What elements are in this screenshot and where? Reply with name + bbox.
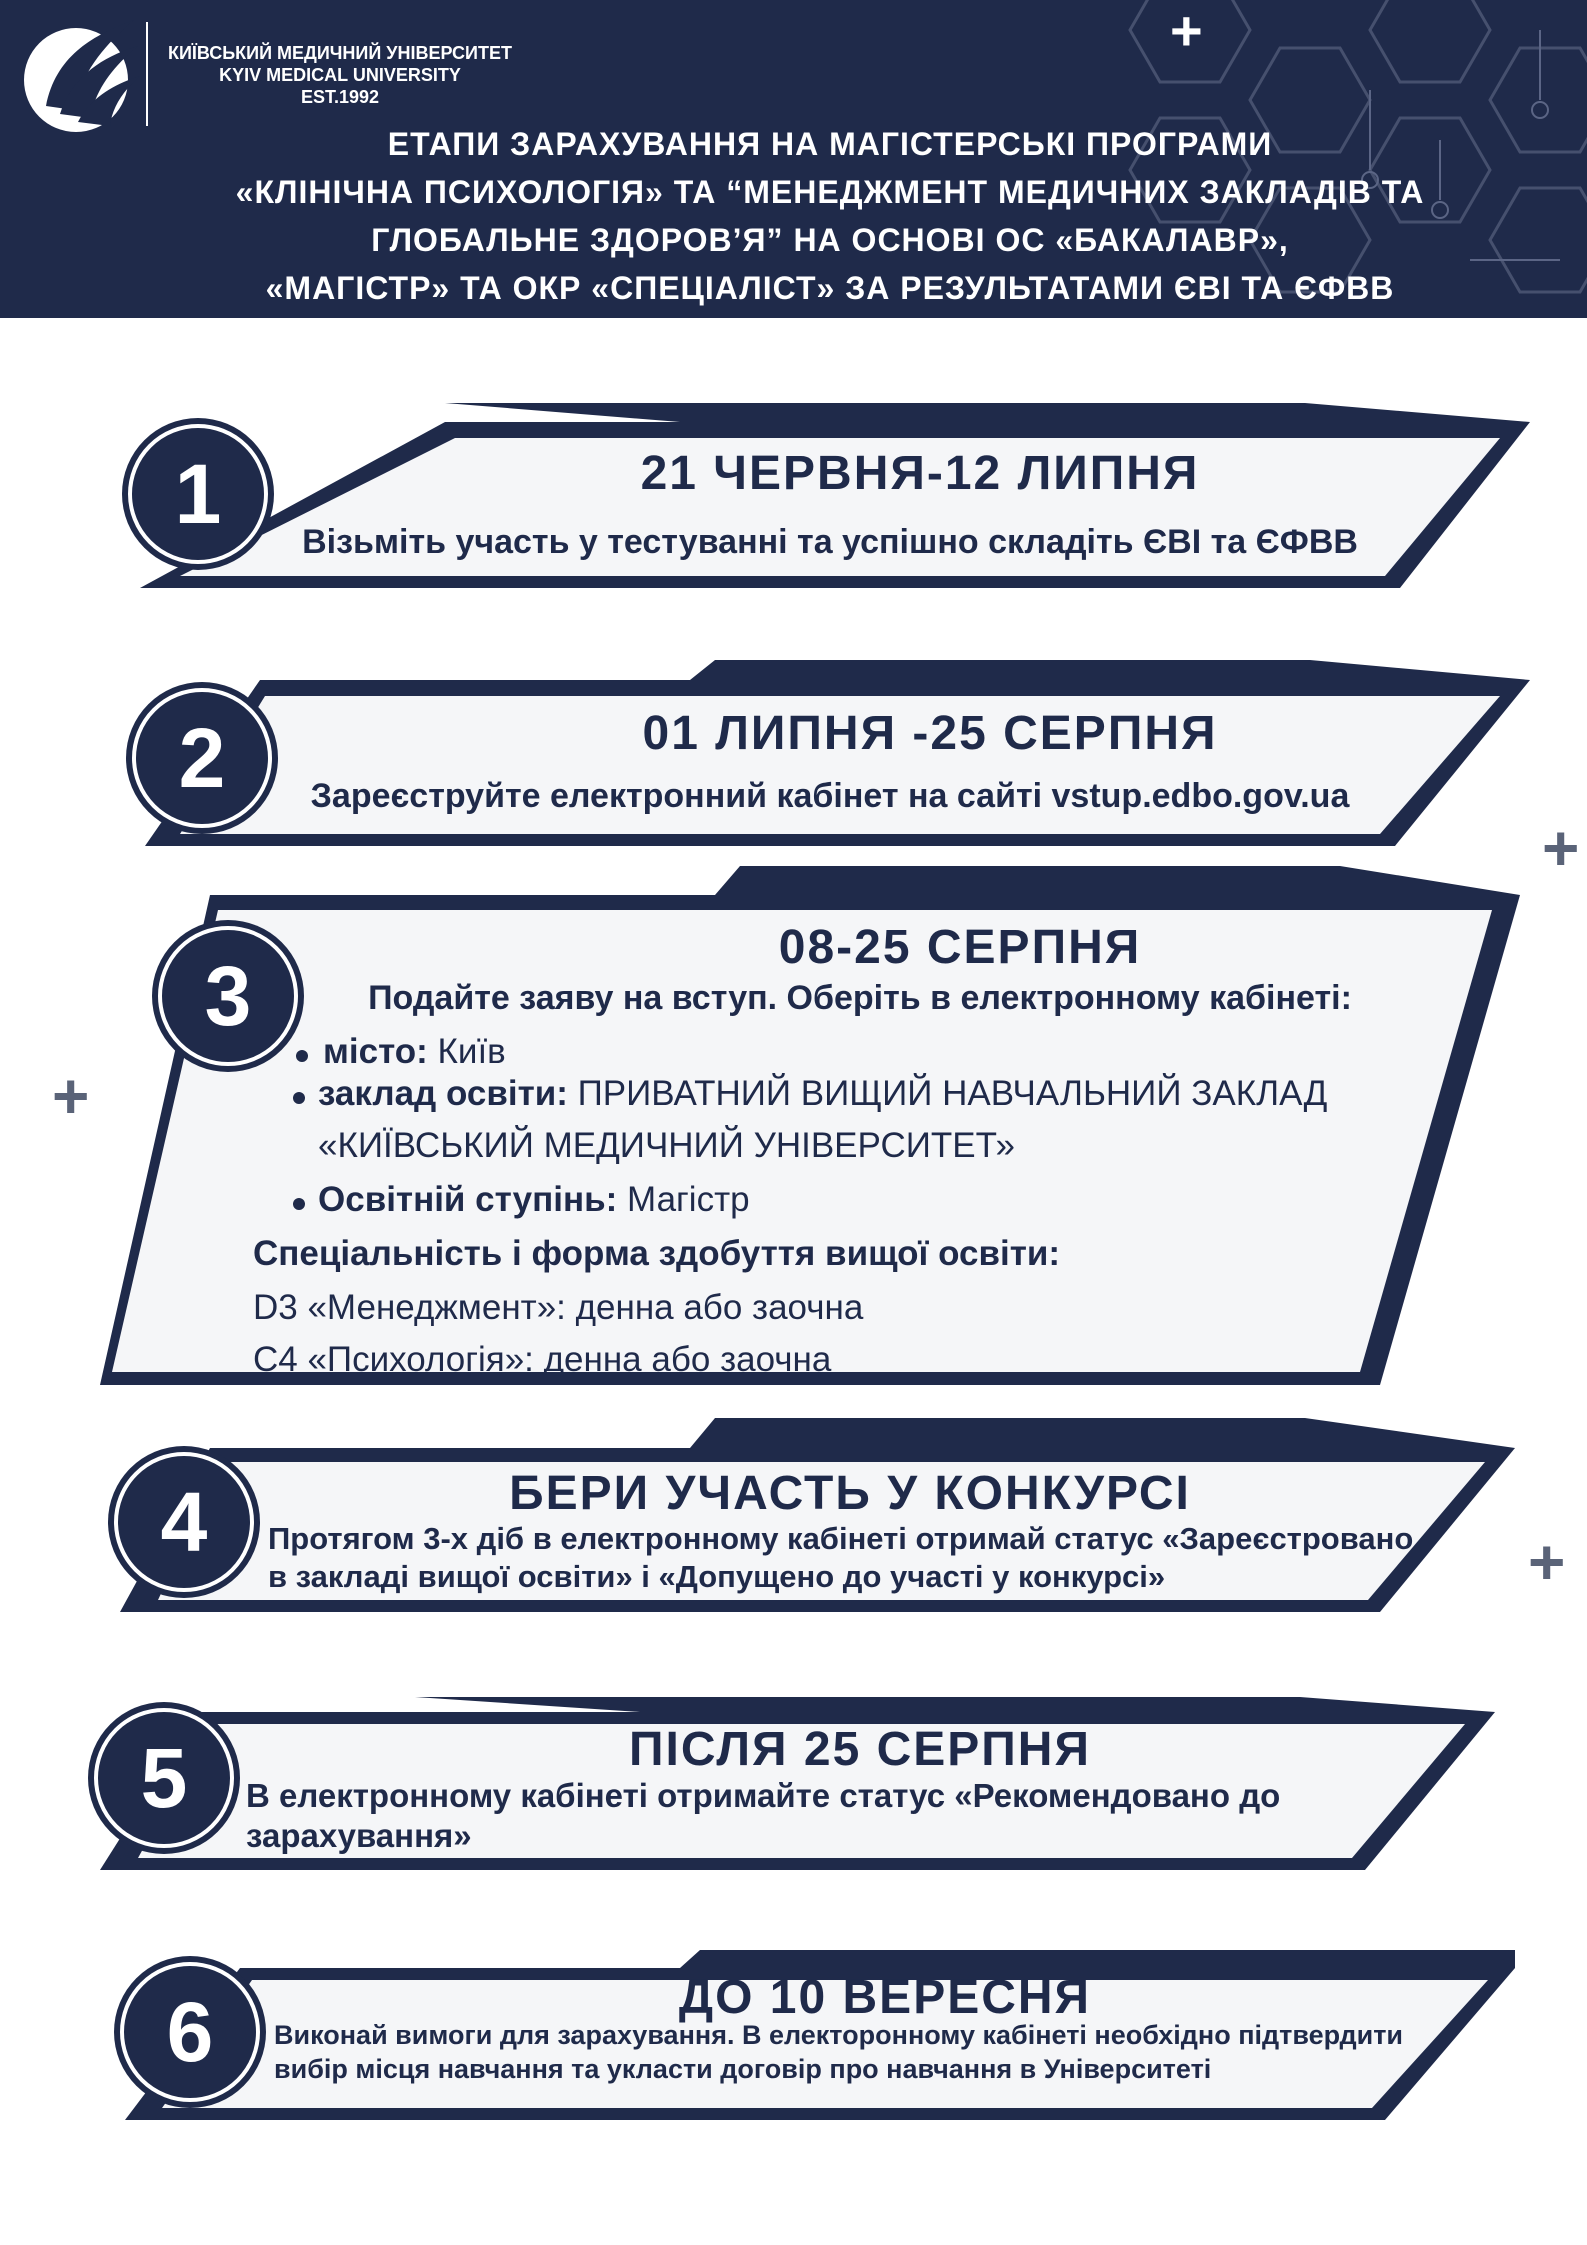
plus-icon: + [1170, 0, 1203, 62]
stage-description: Подайте заяву на вступ. Оберіть в електронному кабінеті: [368, 979, 1352, 1017]
stage-description [274, 2018, 1434, 2086]
bullet-icon [296, 1050, 308, 1062]
city-label: місто: [323, 1032, 428, 1071]
stage-date: 08-25 СЕРПНЯ [778, 921, 1142, 974]
stage-number-badge: 3 [158, 926, 298, 1066]
specialty-item: D3 «Менеджмент»: денна або заочна [253, 1288, 864, 1327]
specialty-item: C4 «Психологія»: денна або заочна [253, 1340, 832, 1379]
specialty-heading: Спеціальність і форма здобуття вищої освіти: [253, 1234, 1061, 1273]
stage-date: 01 ЛИПНЯ -25 СЕРПНЯ [642, 707, 1218, 760]
page-title-line: «МАГІСТР» ТА ОКР «СПЕЦІАЛІСТ» ЗА РЕЗУЛЬТАТАМИ ЄВІ ТА ЄФВВ [265, 270, 1395, 306]
degree-value: Магістр [617, 1180, 750, 1219]
institution-value-line2: «КИЇВСЬКИЙ МЕДИЧНИЙ УНІВЕРСИТЕТ» [318, 1126, 1015, 1165]
stage-number-badge: 6 [120, 1962, 260, 2102]
page-title-line: ЕТАПИ ЗАРАХУВАННЯ НА МАГІСТЕРСЬКІ ПРОГРАМИ [387, 126, 1273, 162]
stage-number-badge: 4 [114, 1452, 254, 1592]
plus-icon: + [1542, 812, 1580, 884]
institution-item [318, 1074, 1327, 1114]
plus-icon: + [52, 1060, 90, 1132]
stage-description [246, 1776, 1406, 1856]
plus-icon: + [1528, 1526, 1566, 1598]
bullet-icon [293, 1198, 305, 1210]
university-name-ua: КИЇВСЬКИЙ МЕДИЧНИЙ УНІВЕРСИТЕТ [168, 43, 512, 63]
stage-description-line: В електронному кабінеті отримайте статус «Рекомендовано до [246, 1777, 1281, 1814]
stage-description [268, 1520, 1428, 1596]
stage-description: Візьміть участь у тестуванні та успішно складіть ЄВІ та ЄФВВ [302, 523, 1358, 561]
stage-date: ПІСЛЯ 25 СЕРПНЯ [629, 1723, 1091, 1776]
established-year: EST.1992 [300, 87, 380, 107]
degree-label: Освітній ступінь: [318, 1180, 618, 1219]
institution-label: заклад освіти: [318, 1074, 568, 1113]
page-title-line: ГЛОБАЛЬНЕ ЗДОРОВ’Я” НА ОСНОВІ ОС «БАКАЛАВР», [371, 222, 1289, 258]
page-title-line: «КЛІНІЧНА ПСИХОЛОГІЯ» ТА “МЕНЕДЖМЕНТ МЕДИЧНИХ ЗАКЛАДІВ ТА [235, 174, 1425, 210]
stage-number-badge: 5 [94, 1708, 234, 1848]
institution-value: ПРИВАТНИЙ ВИЩИЙ НАВЧАЛЬНИЙ ЗАКЛАД [567, 1074, 1328, 1113]
city-value: Київ [427, 1032, 506, 1071]
stage-description: Зареєструйте електронний кабінет на сайті vstup.edbo.gov.ua [310, 777, 1350, 815]
stage-description-line: Протягом 3-х діб в електронному кабінеті отримай статус «Зареєстровано [268, 1521, 1414, 1556]
stage-description-line: в закладі вищої освіти» і «Допущено до участі у конкурсі» [268, 1559, 1166, 1594]
degree-item [318, 1180, 750, 1220]
stage-date: 21 ЧЕРВНЯ-12 ЛИПНЯ [640, 447, 1200, 500]
stage-description-line: зарахування» [246, 1817, 472, 1854]
university-name-en: KYIV MEDICAL UNIVERSITY [219, 65, 461, 85]
stage-description-line: вибір місця навчання та укласти договір про навчання в Університеті [274, 2054, 1212, 2084]
stage-date: ДО 10 ВЕРЕСНЯ [678, 1971, 1092, 2024]
stage-number-badge: 1 [128, 424, 268, 564]
stage-date: БЕРИ УЧАСТЬ У КОНКУРСІ [509, 1467, 1191, 1520]
stage-description-line: Виконай вимоги для зарахування. В електоронному кабінеті необхідно підтвердити [274, 2020, 1404, 2050]
stage-number-badge: 2 [132, 688, 272, 828]
bullet-icon [293, 1092, 305, 1104]
city-item [323, 1032, 506, 1072]
